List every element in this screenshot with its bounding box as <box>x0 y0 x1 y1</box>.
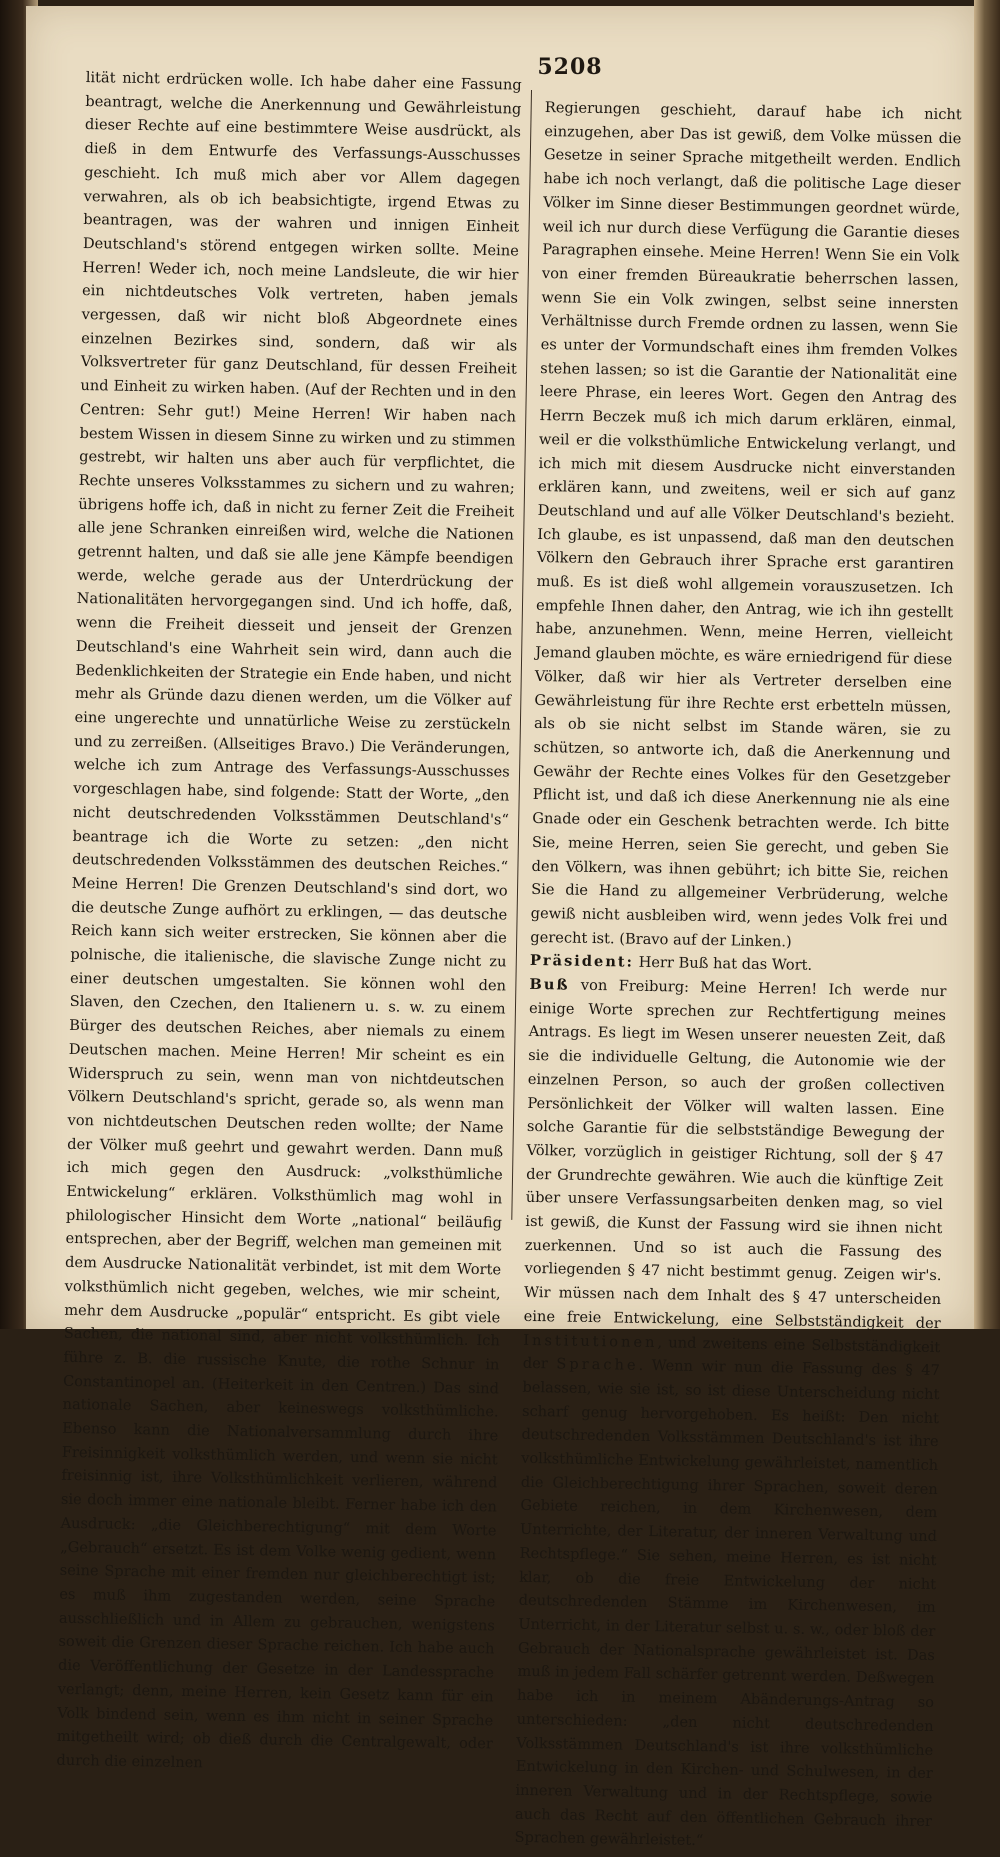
right-text-column <box>514 96 962 1857</box>
buss-speech-part-1: von Freiburg: Meine Herren! Ich werde nur einige Worte sprechen zur Rechtfertigung meines Antrags. Es liegt im Wesen unserer neuesten Zeit, daß sie die individuelle Geltung, die Autonomie wie der einzelnen Person, so auch der großen collectiven Persönlichkeit der Völker will walten lassen. Eine solche Garantie für die selbstständige Bewegung der Völker, vorzüglich in geistiger Richtung, soll der § 47 der Grundrechte gewähren. Wie auch die künftige Zeit über unsere Verfassungsarbeiten denken mag, so viel ist gewiß, die Kunst der Fassung wird sie ihnen nicht zuerkennen. Und so ist auch die Fassung des vorliegenden § 47 nicht bestimmt genug. Zeigen wir's. Wir müssen nach dem Inhalt des § 47 unterscheiden eine freie Entwickelung, eine Selbstständigkeit der <box>523 976 947 1332</box>
left-column-paragraph: lität nicht erdrücken wolle. Ich habe daher eine Fassung beantragt, welche die Anerkennung und Gewährleistung dieser Rechte auf eine bestimmtere Weise ausdrückt, als dieß in dem Entwurfe des Verfassungs-Ausschusses geschieht. Ich muß mich aber vor Allem dagegen verwahren, als ob ich beabsichtigte, irgend Etwas zu beantragen, was der wahren und innigen Einheit Deutschland's störend entgegen wirken sollte. Meine Herren! Weder ich, noch meine Landsleute, die wir hier ein nichtdeutsches Volk vertreten, haben jemals vergessen, daß wir nicht bloß Abgeordnete eines einzelnen Bezirkes sind, sondern, daß wir als Volksvertreter für ganz Deutschland, für dessen Freiheit und Einheit zu wirken haben. (Auf der Rechten und in den Centren: Sehr gut!) Meine Herren! Wir haben nach bestem Wissen in diesem Sinne zu wirken und zu stimmen gestrebt, wir halten uns aber auch für verpflichtet, die Rechte unseres Volksstammes zu sichern und zu wahren; übrigens hoffe ich, daß in nicht zu ferner Zeit die Freiheit alle jene Schranken einreißen wird, welche die Nationen getrennt halten, und daß sie alle jene Kämpfe beendigen werde, welche gerade aus der Unterdrückung der Nationalitäten hervorgegangen sind. Und ich hoffe, daß, wenn die Freiheit diesseit und jenseit der Grenzen Deutschland's eine Wahrheit sein wird, dann auch die Bedenklichkeiten der Strategie ein Ende haben, und nicht mehr als Gründe dazu dienen werden, um die Völker auf eine ungerechte und unnatürliche Weise zu zerstückeln und zu zerreißen. (Allseitiges Bravo.) Die Veränderungen, welche ich zum Antrage des Verfassungs-Ausschusses vorgeschlagen habe, sind folgende: Statt der Worte, „den nicht deutschredenden Volksstämmen Deutschland's“ beantrage ich die Worte zu setzen: „den nicht deutschredenden Volksstämmen des deutschen Reiches.“ Meine Herren! Die Grenzen Deutschland's sind dort, wo die deutsche Zunge aufhört zu erklingen, — das deutsche Reich kann sich weiter erstrecken, Sie können aber die polnische, die italienische, die slavische Zunge nicht zu einer deutschen umgestalten. Sie können wohl den Slaven, den Czechen, den Italienern u. s. w. zu einem Bürger des deutschen Reiches, aber niemals zu einem Deutschen machen. Meine Herren! Mir scheint es ein Widerspruch zu sein, wenn man von nichtdeutschen Völkern Deutschland's spricht, gerade so, als wenn man von nichtdeutschen Deutschen reden wollte; der Name der Völker muß geehrt und gewahrt werden. Dann muß ich mich gegen den Ausdruck: „volksthümliche Entwickelung“ erklären. Volksthümlich mag wohl in philologischer Hinsicht dem Worte „national“ beiläufig entsprechen, aber der Begriff, welchen man gemeinen mit dem Ausdrucke Nationalität verbindet, ist mit dem Worte volksthümlich nicht gegeben, welches, wie mir scheint, mehr dem Ausdrucke „populär“ entspricht. Es gibt viele Sachen, die national sind, aber nicht volksthümlich. Ich führe z. B. die russische Knute, die rothe Schnur in Constantinopel an. (Heiterkeit in den Centren.) Das sind nationale Sachen, aber keineswegs volksthümliche. Ebenso kann die Nationalversammlung durch ihre Freisinnigkeit volksthümlich werden, und wenn sie nicht freisinnig ist, ihre Volksthümlichkeit verlieren, während sie doch immer eine nationale bleibt. Ferner habe ich den Ausdruck: „die Gleichberechtigung“ mit dem Worte „Gebrauch“ ersetzt. Es ist dem Volke wenig gedient, wenn seine Sprache mit einer fremden nur gleichberechtigt ist; es muß ihm zugestanden werden, seine Sprache ausschließlich und in Allem zu gebrauchen, wenigstens soweit die Grenzen dieser Sprache reichen. Ich habe auch die Veröffentlichung der Gesetze in der Landessprache verlangt; denn, meine Herren, kein Gesetz kann für ein Volk bindend sein, wenn es ihm nicht in seiner Sprache mitgetheilt wird; ob dieß durch die Centralgewalt, oder durch die einzelnen <box>56 68 522 1772</box>
left-text-column <box>56 66 522 1780</box>
buss-speech-part-3: . Wenn wir nun die Fassung des § 47 belassen, wie sie ist, so ist diese Unterscheidung nicht scharf genug hervorgehoben. Es heißt: Den nicht deutschredenden Volksstämmen Deutschland's ist ihre volksthümliche Entwickelung gewährleistet, namentlich die Gleichberechtigung ihrer Sprachen, soweit deren Gebiete reichen, in dem Kirchenwesen, dem Unterrichte, der Literatur, der inneren Verwaltung und Rechtspflege.“ Sie sehen, meine Herren, es ist nicht klar, ob die freie Entwickelung der nicht deutschredenden Stämme im Kirchenwesen, im Unterricht, in der Literatur selbst u. s. w., oder bloß der Gebrauch der Nationalsprache gewährleistet ist. Das muß in jedem Fall schärfer getrennt werden. Deßwegen habe ich in meinem Abänderungs-Antrag so unterschieden: „den nicht deutschredenden Volksstämmen Deutschland's ist ihre volksthümliche Entwickelung in den Kirchen- und Schulwesen, in der inneren Verwaltung und in der Rechtspflege, sowie auch das Recht auf den öffentlichen Gebrauch ihrer Sprachen gewährleistet.“ <box>514 1357 940 1850</box>
spaced-term-institutionen: Institutionen <box>523 1331 658 1351</box>
right-column-paragraph-buss <box>514 973 946 1857</box>
page-number: 5208 <box>537 54 603 80</box>
page-edge-shadow <box>974 0 1000 1329</box>
speaker-label-buss: Buß <box>529 975 570 994</box>
president-statement: Herr Buß hat das Wort. <box>633 953 813 975</box>
buss-speech-part-2: , und zweitens eine Selbstständigkeit der <box>522 1333 941 1373</box>
speaker-label-president: Präsident: <box>529 952 635 971</box>
right-column-paragraph-1: Regierungen geschieht, darauf habe ich nicht einzugehen, aber Das ist gewiß, dem Volke müssen die Gesetze in seiner Sprache mitgetheilt werden. Endlich habe ich noch verlangt, daß die politische Lage dieser Völker im Sinne dieser Bestimmungen geordnet würde, weil ich nur durch diese Verfügung die Garantie dieses Paragraphen einsehe. Meine Herren! Wenn Sie ein Volk von einer fremden Büreaukratie beherrschen lassen, wenn Sie ein Volk zwingen, selbst seine innersten Verhältnisse durch Fremde ordnen zu lassen, wenn Sie es unter der Vormundschaft eines ihm fremden Volkes stehen lassen; so ist die Garantie der Nationalität eine leere Phrase, ein leeres Wort. Gegen den Antrag des Herrn Beczek muß ich mich darum erklären, einmal, weil er die volksthümliche Entwickelung verlangt, und ich mich mit diesem Ausdrucke nicht einverstanden erklären kann, und zweitens, weil er sich auf ganz Deutschland und auf alle Völker Deutschland's bezieht. Ich glaube, es ist unpassend, daß man den deutschen Völkern den Gebrauch ihrer Sprache erst garantiren muß. Es ist dieß wohl allgemein vorauszusetzen. Ich empfehle Ihnen daher, den Antrag, wie ich ihn gestellt habe, anzunehmen. Wenn, meine Herren, vielleicht Jemand glauben möchte, es wäre erniedrigend für diese Völker, daß wir hier als Vertreter derselben eine Gewährleistung für ihre Rechte erst erbetteln müssen, als ob sie nicht selbst im Stande wären, sie zu schützen, so antworte ich, daß die Anerkennung und Gewähr der Rechte eines Volkes für den Gesetzgeber Pflicht ist, und daß ich diese Anerkennung nie als eine Gnade oder ein Geschenk betrachten werde. Ich bitte Sie, meine Herren, seien Sie gerecht, und geben Sie den Völkern, was ihnen gebührt; ich bitte Sie, reichen Sie die Hand zu allgemeiner Verbrüderung, welche gewiß nicht ausbleiben wird, wenn jedes Volk frei und gerecht ist. (Bravo auf der Linken.) <box>530 98 962 951</box>
spaced-term-sprache: Sprache <box>556 1355 639 1375</box>
